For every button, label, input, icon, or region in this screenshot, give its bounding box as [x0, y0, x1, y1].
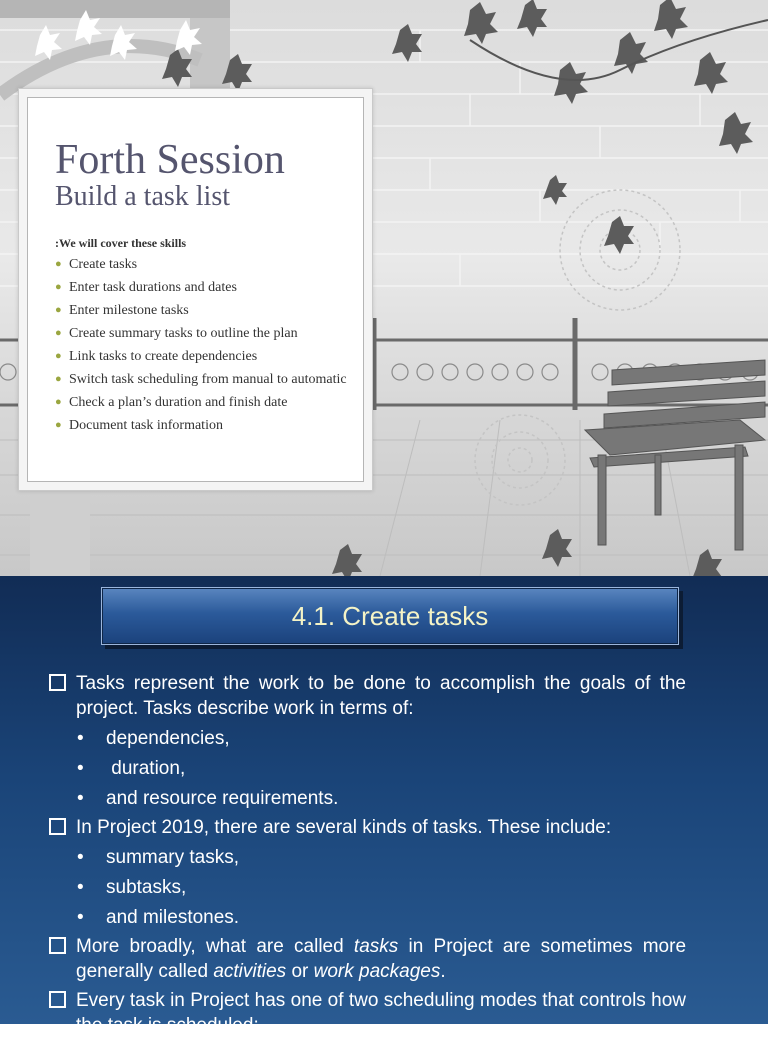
sub-bullet-text: duration,	[106, 758, 186, 779]
bullet-broader-terms	[48, 934, 686, 984]
checkbox-bullet-icon	[49, 937, 66, 954]
checkbox-bullet-icon	[49, 674, 66, 691]
bullet-dot-icon: •	[77, 877, 84, 898]
skill-text: Switch task scheduling from manual to automatic	[69, 372, 347, 387]
bullet-scheduling-modes	[48, 988, 686, 1038]
sub-bullet	[48, 845, 686, 870]
sub-bullet	[48, 786, 686, 811]
text-part: More broadly, what are called	[76, 936, 354, 957]
bullet-dot-icon: ●	[55, 373, 62, 385]
text-part: in Project are sometimes more generally called	[76, 936, 687, 982]
bullet-text	[76, 936, 686, 982]
checkbox-bullet-icon	[49, 991, 66, 1008]
checkbox-bullet-icon	[49, 818, 66, 835]
text-part: or	[286, 961, 314, 982]
sub-bullet	[48, 905, 686, 930]
content-panel	[18, 88, 373, 491]
bullet-dot-icon: •	[77, 788, 84, 809]
skill-text: Enter task durations and dates	[69, 280, 237, 295]
skill-text: Create tasks	[69, 257, 138, 272]
bullet-dot-icon: ●	[55, 419, 62, 431]
bullet-tasks-definition	[48, 671, 686, 721]
bullet-text: Tasks represent the work to be done to accomplish the goals of the project. Tasks describe work in terms of:	[76, 673, 686, 719]
bullet-text: In Project 2019, there are several kinds of tasks. These include:	[76, 817, 612, 838]
skill-item	[55, 416, 347, 435]
emphasis-activities: activities	[213, 961, 287, 982]
slide-2-title: 4.1. Create tasks	[291, 601, 489, 631]
skill-item	[55, 301, 347, 320]
bullet-dot-icon: •	[77, 847, 84, 868]
slide-2-body	[48, 671, 686, 1038]
skill-text: Enter milestone tasks	[69, 303, 189, 318]
skill-text: Link tasks to create dependencies	[69, 349, 258, 364]
skill-item	[55, 278, 347, 297]
text-part: .	[440, 961, 446, 982]
bullet-dot-icon: ●	[55, 281, 62, 293]
bullet-dot-icon: ●	[55, 327, 62, 339]
skill-text: Create summary tasks to outline the plan	[69, 326, 298, 341]
slide-2-title-bar	[101, 587, 679, 645]
slide-2	[0, 576, 768, 1036]
bullet-dot-icon: ●	[55, 258, 62, 270]
skill-item	[55, 324, 347, 343]
skill-item	[55, 255, 347, 274]
emphasis-work-packages: work packages	[313, 961, 441, 982]
sub-bullet-text: dependencies,	[106, 728, 230, 749]
bullet-text: Every task in Project has one of two scheduling modes that controls how the task is scheduled:	[76, 990, 686, 1036]
skill-text: Check a plan’s duration and finish date	[69, 395, 288, 410]
sub-bullet	[48, 726, 686, 751]
skill-text: Document task information	[69, 418, 223, 433]
sub-bullet	[48, 756, 686, 781]
bullet-task-kinds	[48, 815, 686, 840]
bullet-dot-icon: ●	[55, 396, 62, 408]
sub-bullet-text: summary tasks,	[106, 847, 240, 868]
sub-bullet-text: and milestones.	[106, 907, 240, 928]
bullet-dot-icon: •	[77, 758, 84, 779]
bullet-dot-icon: •	[77, 907, 84, 928]
skills-list	[55, 255, 347, 439]
sub-bullet-text: and resource requirements.	[106, 788, 339, 809]
bullet-dot-icon: ●	[55, 350, 62, 362]
sub-bullet-text: subtasks,	[106, 877, 187, 898]
skill-item	[55, 393, 347, 412]
bullet-dot-icon: •	[77, 728, 84, 749]
skill-item	[55, 370, 347, 389]
emphasis-tasks: tasks	[353, 936, 399, 957]
slide-subtitle: Build a task list	[55, 181, 230, 212]
skills-intro: :We will cover these skills	[55, 236, 187, 250]
skill-item	[55, 347, 347, 366]
bullet-dot-icon: ●	[55, 304, 62, 316]
sub-bullet	[48, 875, 686, 900]
slide-title: Forth Session	[55, 137, 285, 183]
